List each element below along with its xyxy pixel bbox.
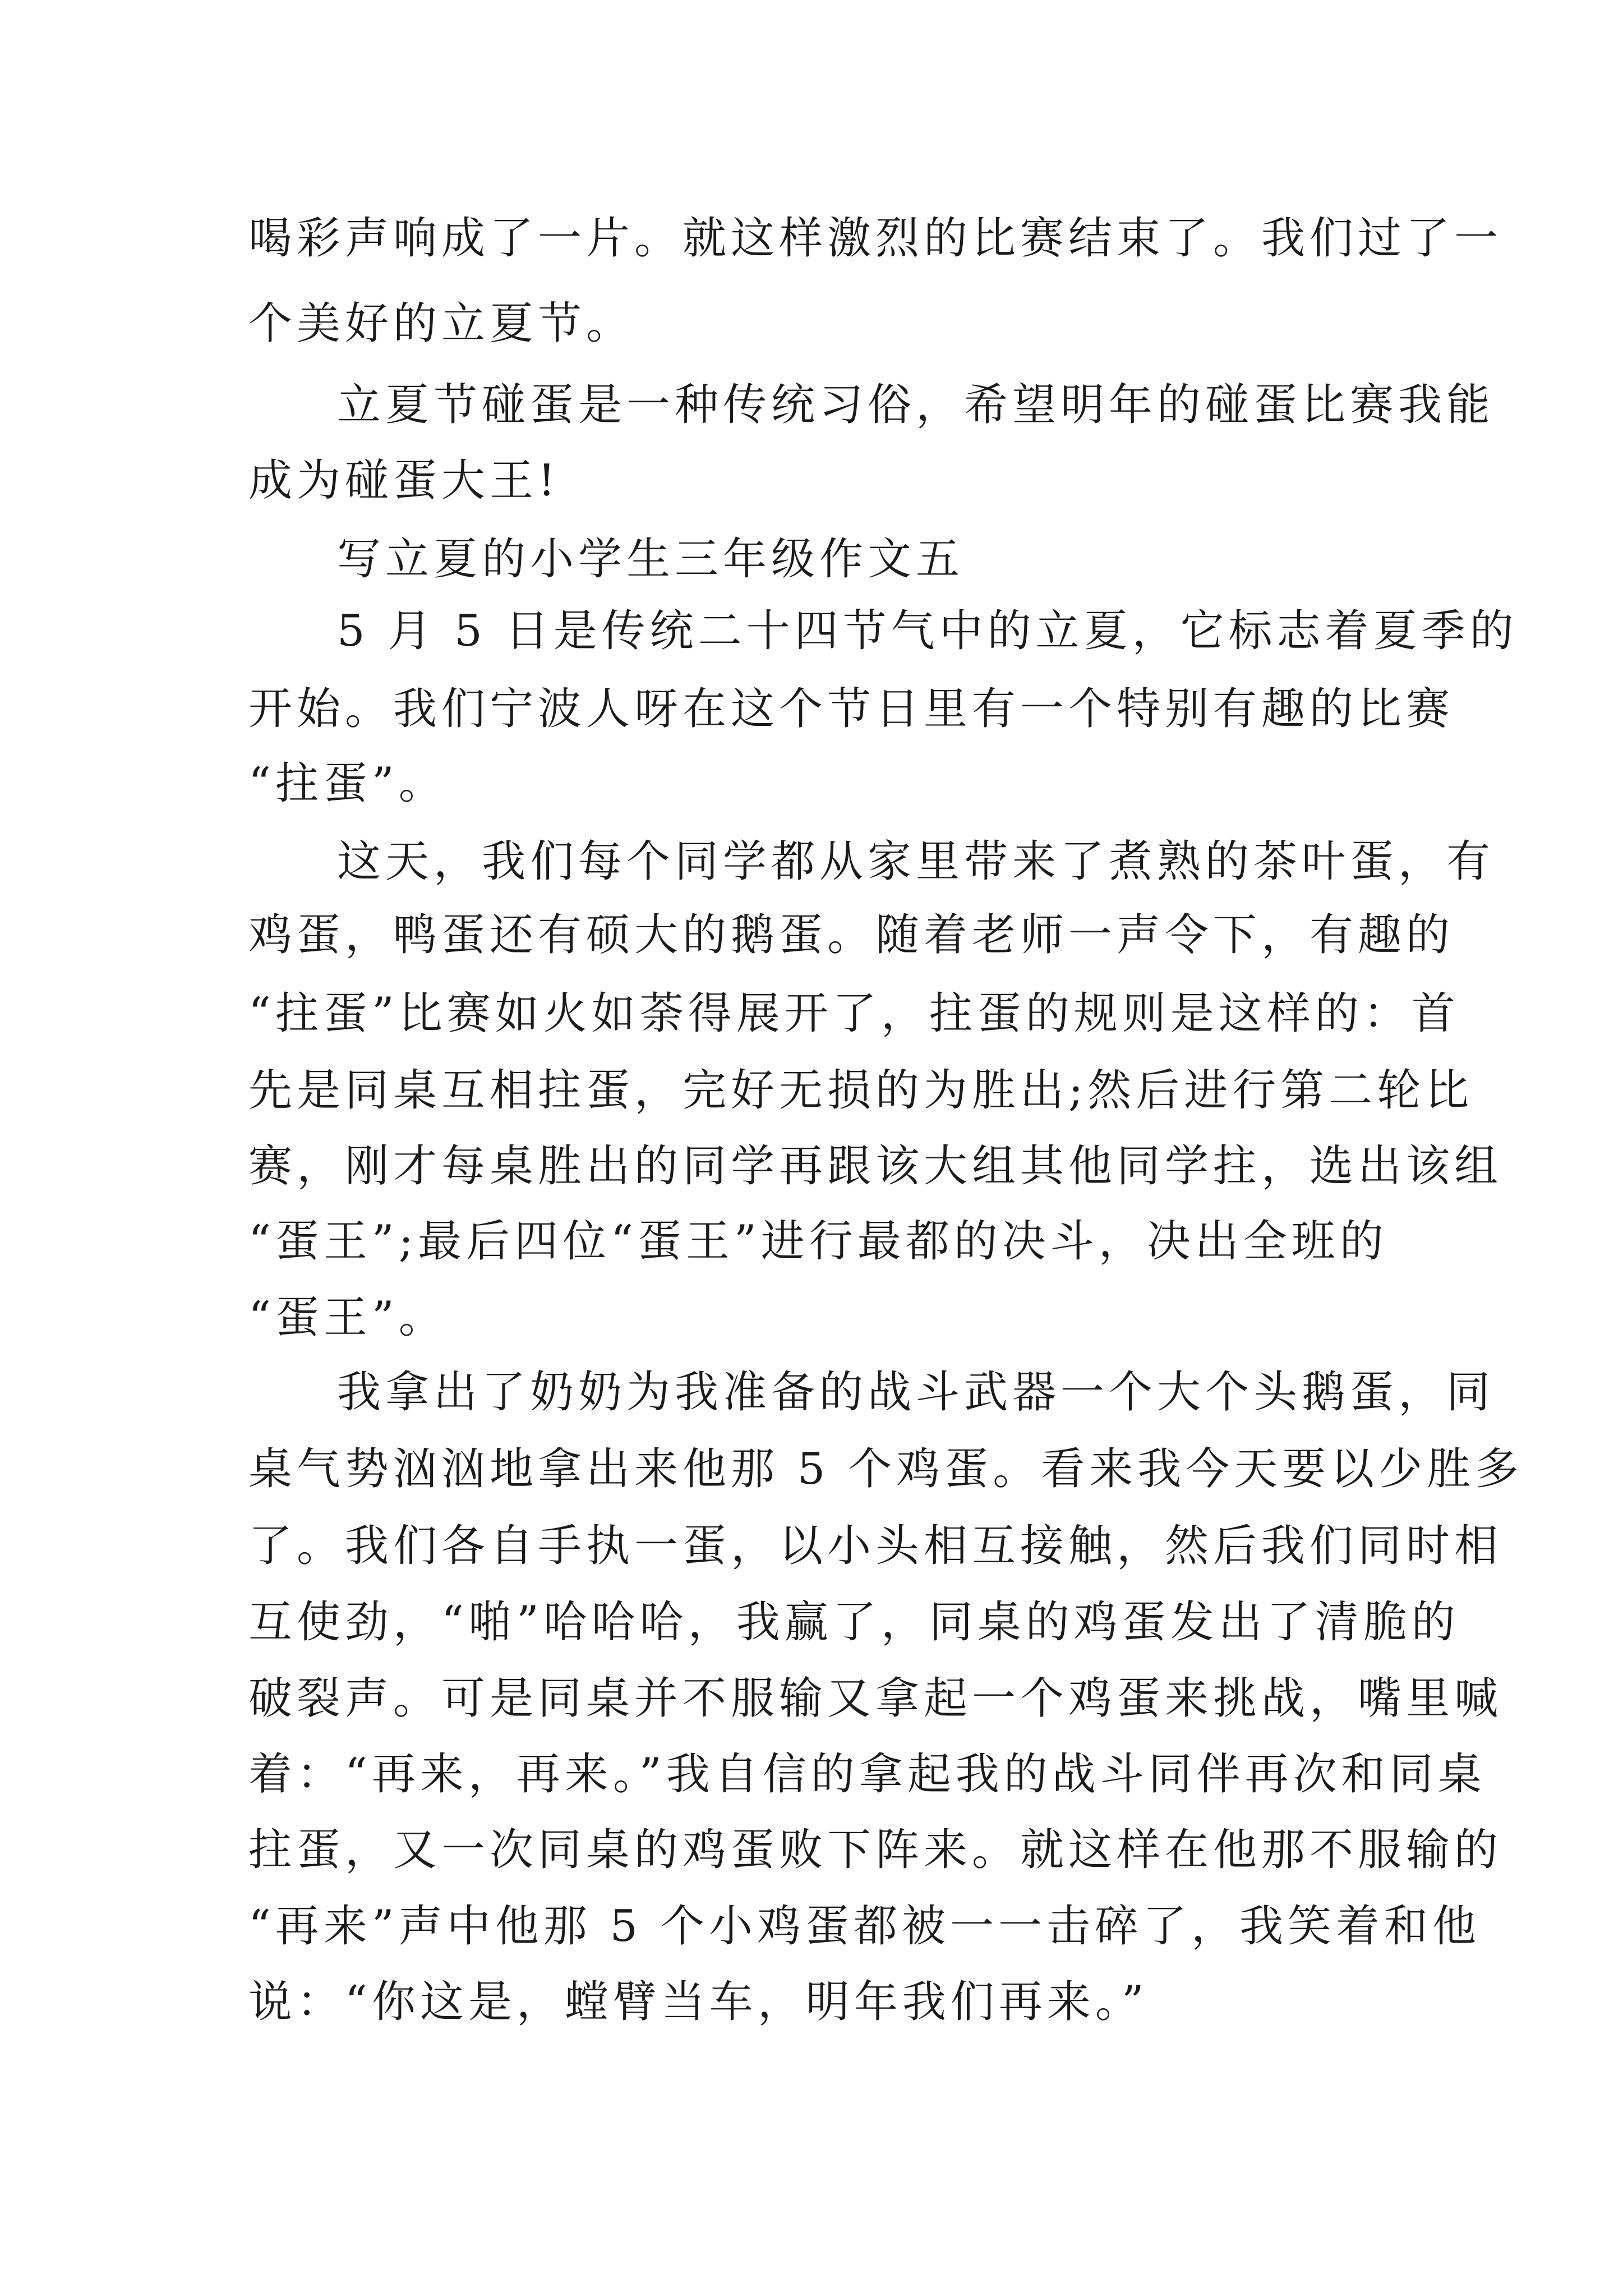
text-line: 立夏节碰蛋是一种传统习俗，希望明年的碰蛋比赛我能 <box>337 380 1495 430</box>
text-line: 着：“再来，再来。”我自信的拿起我的战斗同伴再次和同桌 <box>248 1749 1486 1800</box>
text-line: 互使劲，“啪”哈哈哈，我赢了，同桌的鸡蛋发出了清脆的 <box>248 1597 1460 1648</box>
text-line: 了。我们各自手执一蛋，以小头相互接触，然后我们同时相 <box>248 1521 1503 1571</box>
text-line: “再来”声中他那 5 个小鸡蛋都被一一击碎了，我笑着和他 <box>248 1901 1481 1952</box>
text-line: 个美好的立夏节。 <box>248 298 635 349</box>
text-line: 成为碰蛋大王! <box>248 455 560 506</box>
text-line: 说：“你这是，螳臂当车，明年我们再来。” <box>248 1977 1149 2027</box>
text-line: 拄蛋，又一次同桌的鸡蛋败下阵来。就这样在他那不服输的 <box>248 1825 1503 1875</box>
text-line: 开始。我们宁波人呀在这个节日里有一个特别有趣的比赛 <box>248 684 1455 734</box>
text-line: 赛，刚才每桌胜出的同学再跟该大组其他同学拄，选出该组 <box>248 1141 1503 1191</box>
text-line: 我拿出了奶奶为我准备的战斗武器一个大个头鹅蛋，同 <box>337 1367 1495 1418</box>
text-line: “蛋王”。 <box>248 1292 447 1343</box>
text-line: 先是同桌互相拄蛋，完好无损的为胜出;然后进行第二轮比 <box>248 1065 1474 1116</box>
text-line: 喝彩声响成了一片。就这样激烈的比赛结束了。我们过了一 <box>248 213 1503 264</box>
text-line: “蛋王”;最后四位“蛋王”进行最都的决斗，决出全班的 <box>248 1216 1388 1267</box>
section-heading: 写立夏的小学生三年级作文五 <box>337 534 965 585</box>
text-line: “拄蛋”。 <box>248 758 447 809</box>
text-line: 桌气势汹汹地拿出来他那 5 个鸡蛋。看来我今天要以少胜多 <box>248 1444 1524 1494</box>
text-line: 这天，我们每个同学都从家里带来了煮熟的茶叶蛋，有 <box>337 836 1495 887</box>
text-line: 鸡蛋，鸭蛋还有硕大的鹅蛋。随着老师一声令下，有趣的 <box>248 910 1455 960</box>
text-line: “拄蛋”比赛如火如荼得展开了，拄蛋的规则是这样的：首 <box>248 988 1460 1039</box>
text-line: 5 月 5 日是传统二十四节气中的立夏，它标志着夏季的 <box>337 606 1518 656</box>
text-line: 破裂声。可是同桌并不服输又拿起一个鸡蛋来挑战，嘴里喊 <box>248 1673 1503 1724</box>
